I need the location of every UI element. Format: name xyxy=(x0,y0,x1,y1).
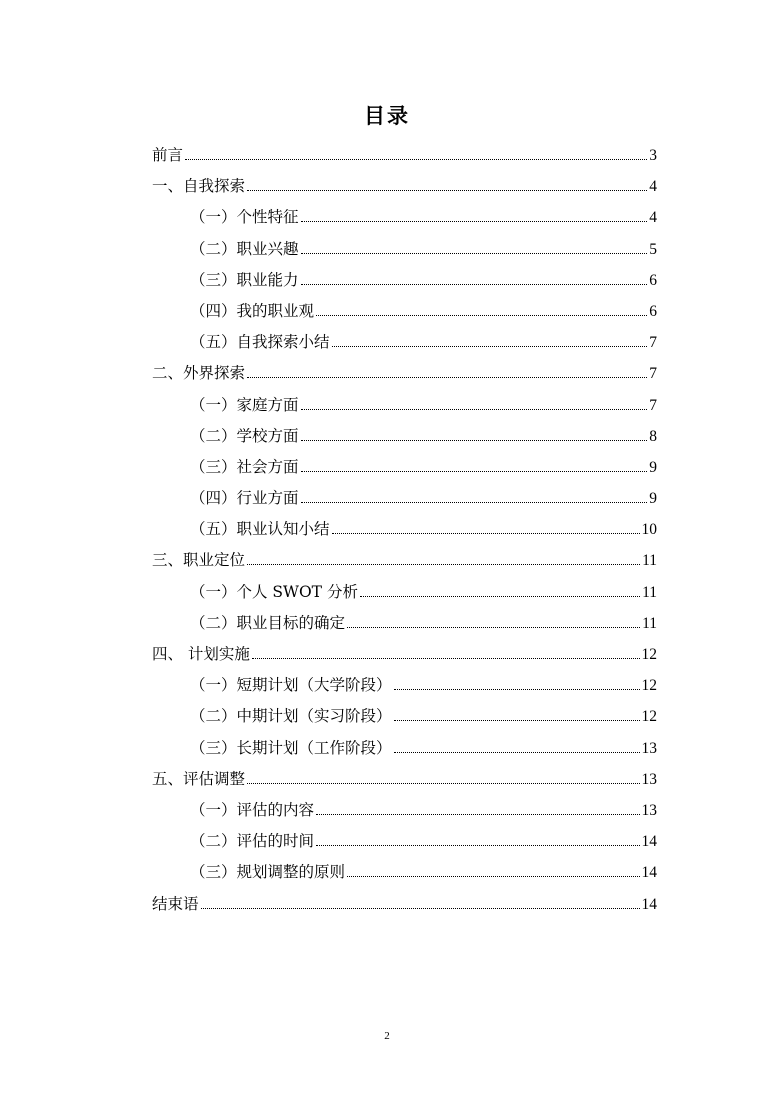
toc-entry-page: 13 xyxy=(641,770,657,788)
toc-entry[interactable] xyxy=(152,514,657,545)
toc-entry-label: 二、外界探索 xyxy=(152,364,246,383)
toc-entry[interactable] xyxy=(152,795,657,826)
toc-entry-page: 13 xyxy=(641,739,657,757)
toc-entry-page: 7 xyxy=(649,334,657,352)
toc-entry[interactable] xyxy=(152,296,657,327)
toc-dot-leader xyxy=(316,315,647,316)
toc-dot-leader xyxy=(301,284,648,285)
toc-entry-page: 9 xyxy=(649,458,657,476)
toc-entry-label: （五）职业认知小结 xyxy=(190,520,330,539)
toc-entry-label: （一）评估的内容 xyxy=(190,800,315,819)
toc-entry-page: 14 xyxy=(641,864,657,882)
toc-dot-leader xyxy=(360,596,640,597)
toc-entry-label: （三）长期计划（工作阶段） xyxy=(190,738,392,757)
toc-entry[interactable] xyxy=(152,670,657,701)
toc-entry-label: （五）自我探索小结 xyxy=(190,333,330,352)
toc-dot-leader xyxy=(247,190,647,191)
toc-entry-page: 12 xyxy=(641,708,657,726)
toc-dot-leader xyxy=(394,752,640,753)
toc-entry[interactable] xyxy=(152,889,657,920)
toc-entry-label: 五、评估调整 xyxy=(152,769,246,788)
toc-entry-label: （三）规划调整的原则 xyxy=(190,863,346,882)
toc-entry-page: 11 xyxy=(642,614,657,632)
toc-entry-page: 5 xyxy=(649,240,657,258)
toc-dot-leader xyxy=(394,689,640,690)
toc-entry-page: 12 xyxy=(641,646,657,663)
toc-entry-page: 6 xyxy=(649,302,657,320)
toc-dot-leader xyxy=(247,377,647,378)
toc-entry-page: 9 xyxy=(649,490,657,508)
toc-entry-label: 前言 xyxy=(152,146,184,164)
toc-dot-leader xyxy=(201,908,640,909)
toc-entry-label: （一）短期计划（大学阶段） xyxy=(190,676,392,695)
toc-entry[interactable] xyxy=(152,701,657,732)
toc-entry-label: （二）职业兴趣 xyxy=(190,239,299,258)
toc-dot-leader xyxy=(247,783,639,784)
toc-dot-leader xyxy=(252,658,640,659)
toc-entry[interactable] xyxy=(152,545,657,576)
toc-entry-label: （一）个人 SWOT 分析 xyxy=(190,582,358,601)
toc-dot-leader xyxy=(301,471,648,472)
toc-entry[interactable] xyxy=(152,265,657,296)
toc-entry-page: 7 xyxy=(649,396,657,414)
toc-entry[interactable] xyxy=(152,764,657,795)
toc-entry[interactable] xyxy=(152,390,657,421)
toc-entry-label: （四）我的职业观 xyxy=(190,301,315,320)
toc-dot-leader xyxy=(247,564,640,565)
toc-entry[interactable] xyxy=(152,733,657,764)
toc-entry[interactable] xyxy=(152,140,657,171)
toc-dot-leader xyxy=(316,814,639,815)
toc-dot-leader xyxy=(301,409,648,410)
toc-entry-label: （三）职业能力 xyxy=(190,270,299,289)
toc-entry-page: 4 xyxy=(649,209,657,227)
toc-entry-page: 3 xyxy=(649,147,657,164)
toc-entry-label: 三、职业定位 xyxy=(152,551,246,570)
toc-dot-leader xyxy=(394,720,640,721)
toc-entry[interactable] xyxy=(152,639,657,670)
page-number: 2 xyxy=(384,1030,390,1042)
toc-entry-label: （二）职业目标的确定 xyxy=(190,613,346,632)
toc-dot-leader xyxy=(332,346,648,347)
toc-dot-leader xyxy=(347,876,639,877)
toc-dot-leader xyxy=(301,253,648,254)
toc-entry-label: 四、 计划实施 xyxy=(152,645,250,663)
toc-entry-label: （二）评估的时间 xyxy=(190,832,315,851)
toc-entry-label: （一）个性特征 xyxy=(190,208,299,227)
toc-entry[interactable] xyxy=(152,171,657,202)
toc-entry[interactable] xyxy=(152,577,657,608)
toc-entry-page: 10 xyxy=(641,521,657,539)
page-title: 目录 xyxy=(364,104,410,128)
toc-entry-page: 12 xyxy=(641,677,657,695)
toc-entry-label: 结束语 xyxy=(152,894,199,913)
toc-dot-leader xyxy=(332,533,640,534)
toc-entry-label: （四）行业方面 xyxy=(190,489,299,508)
toc-dot-leader xyxy=(301,502,648,503)
toc-entry-page: 4 xyxy=(649,178,657,196)
toc-entry-label: 一、自我探索 xyxy=(152,177,246,196)
toc-entry-page: 7 xyxy=(649,365,657,383)
toc-entry[interactable] xyxy=(152,202,657,233)
toc-entry[interactable] xyxy=(152,327,657,358)
toc-entry-page: 6 xyxy=(649,271,657,289)
toc-entry[interactable] xyxy=(152,421,657,452)
toc-entry-page: 13 xyxy=(641,801,657,819)
toc-entry[interactable] xyxy=(152,452,657,483)
toc-entry[interactable] xyxy=(152,857,657,888)
toc-entry-page: 8 xyxy=(649,427,657,445)
table-of-contents xyxy=(152,140,657,920)
toc-dot-leader xyxy=(301,221,648,222)
toc-entry-page: 11 xyxy=(642,583,657,601)
toc-entry-label: （二）学校方面 xyxy=(190,426,299,445)
toc-dot-leader xyxy=(347,627,640,628)
toc-entry-page: 14 xyxy=(641,895,657,913)
toc-entry[interactable] xyxy=(152,826,657,857)
toc-entry-label: （一）家庭方面 xyxy=(190,395,299,414)
toc-entry[interactable] xyxy=(152,608,657,639)
toc-dot-leader xyxy=(185,159,647,160)
toc-entry[interactable] xyxy=(152,234,657,265)
toc-entry-page: 14 xyxy=(641,833,657,851)
toc-entry-label: （二）中期计划（实习阶段） xyxy=(190,707,392,726)
toc-dot-leader xyxy=(301,440,648,441)
toc-entry[interactable] xyxy=(152,483,657,514)
toc-entry[interactable] xyxy=(152,358,657,389)
toc-entry-page: 11 xyxy=(642,552,657,570)
toc-entry-label: （三）社会方面 xyxy=(190,457,299,476)
toc-dot-leader xyxy=(316,845,639,846)
